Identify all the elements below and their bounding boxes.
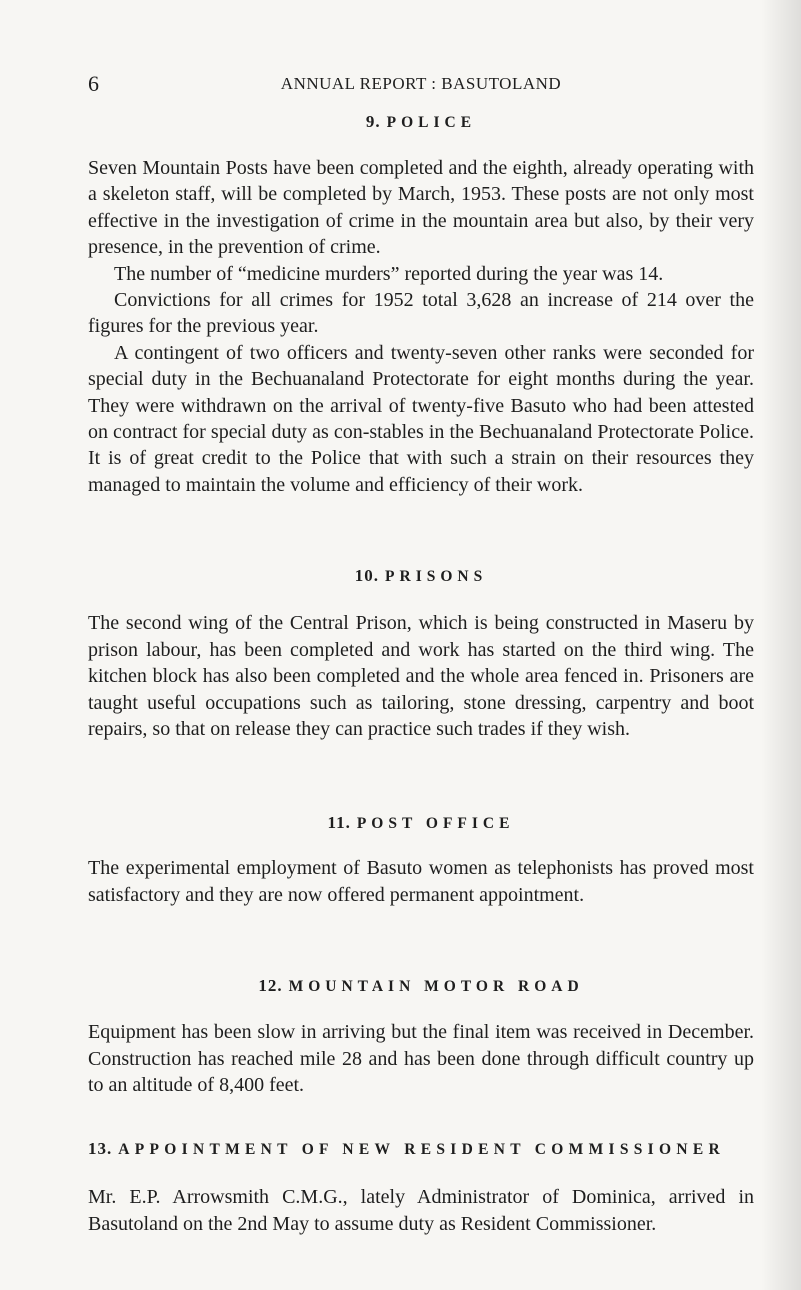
paragraph: A contingent of two officers and twenty-seven other ranks were seconded for special duty in the Bechuanaland Protectorate for eight months during the year. They were withdrawn on the arrival of twenty-five Basuto who had been attested on contract for special duty as con-stables in the Bechuanaland Protectorate Police. It is of great credit to the Police that with such a strain on their resources they managed to maintain the volume and efficiency of their work. — [88, 341, 754, 496]
paragraph: Convictions for all crimes for 1952 total 3,628 an increase of 214 over the figures for the previous year. — [88, 289, 754, 338]
section-body-prisons — [88, 610, 754, 742]
running-header — [88, 64, 754, 98]
paragraph: Equipment has been slow in arriving but the final item was received in December. Construction has reached mile 28 and has been done through difficult country up to an altitude of 8,400 feet. — [88, 1021, 754, 1096]
section-number: 11. — [327, 813, 351, 833]
section-heading-appointment — [88, 1139, 754, 1159]
section-body-mountain-motor-road — [88, 1019, 754, 1098]
section-title: POLICE — [386, 114, 477, 131]
paragraph: The number of “medicine murders” reported during the year was 14. — [114, 262, 664, 285]
section-title: POST OFFICE — [356, 815, 515, 833]
section-number: 13. — [88, 1139, 113, 1159]
section-title: PRISONS — [385, 568, 488, 586]
section-number: 9. — [365, 112, 381, 131]
section-heading-post-office — [88, 813, 754, 833]
section-heading-prisons — [88, 566, 754, 586]
paragraph: Seven Mountain Posts have been completed and the eighth, already operating with a skeleton staff, will be completed by March, 1953. These posts are not only most effective in the investigation of crime in the mountain area but also, by their very presence, in the prevention of crime. — [88, 157, 754, 259]
section-heading-police — [88, 112, 754, 132]
section-body-appointment — [88, 1184, 754, 1237]
section-body-police — [88, 155, 754, 498]
section-title: APPOINTMENT OF NEW RESIDENT COMMISSIONER — [118, 1141, 725, 1159]
document-page — [88, 64, 754, 1237]
page-number: 6 — [88, 71, 99, 96]
section-body-post-office — [88, 855, 754, 908]
section-number: 10. — [354, 566, 380, 586]
section-title: MOUNTAIN MOTOR ROAD — [288, 978, 584, 996]
running-title: ANNUAL REPORT : BASUTOLAND — [280, 74, 562, 93]
paragraph: The experimental employment of Basuto women as telephonists has proved most satisfactory and they are now offered permanent appointment. — [88, 857, 754, 906]
paragraph: The second wing of the Central Prison, which is being constructed in Maseru by prison labour, has been completed and work has started on the third wing. The kitchen block has also been completed and the whole area fenced in. Prisoners are taught useful occupations such as tailoring, stone dressing, carpentry and boot repairs, so that on release they can practice such trades if they wish. — [88, 612, 754, 740]
page-edge-shadow — [761, 0, 801, 1290]
paragraph: Mr. E.P. Arrowsmith C.M.G., lately Administrator of Dominica, arrived in Basutoland on the 2nd May to assume duty as Resident Commissioner. — [88, 1186, 754, 1235]
section-number: 12. — [258, 976, 283, 996]
section-heading-mountain-motor-road — [88, 976, 754, 996]
